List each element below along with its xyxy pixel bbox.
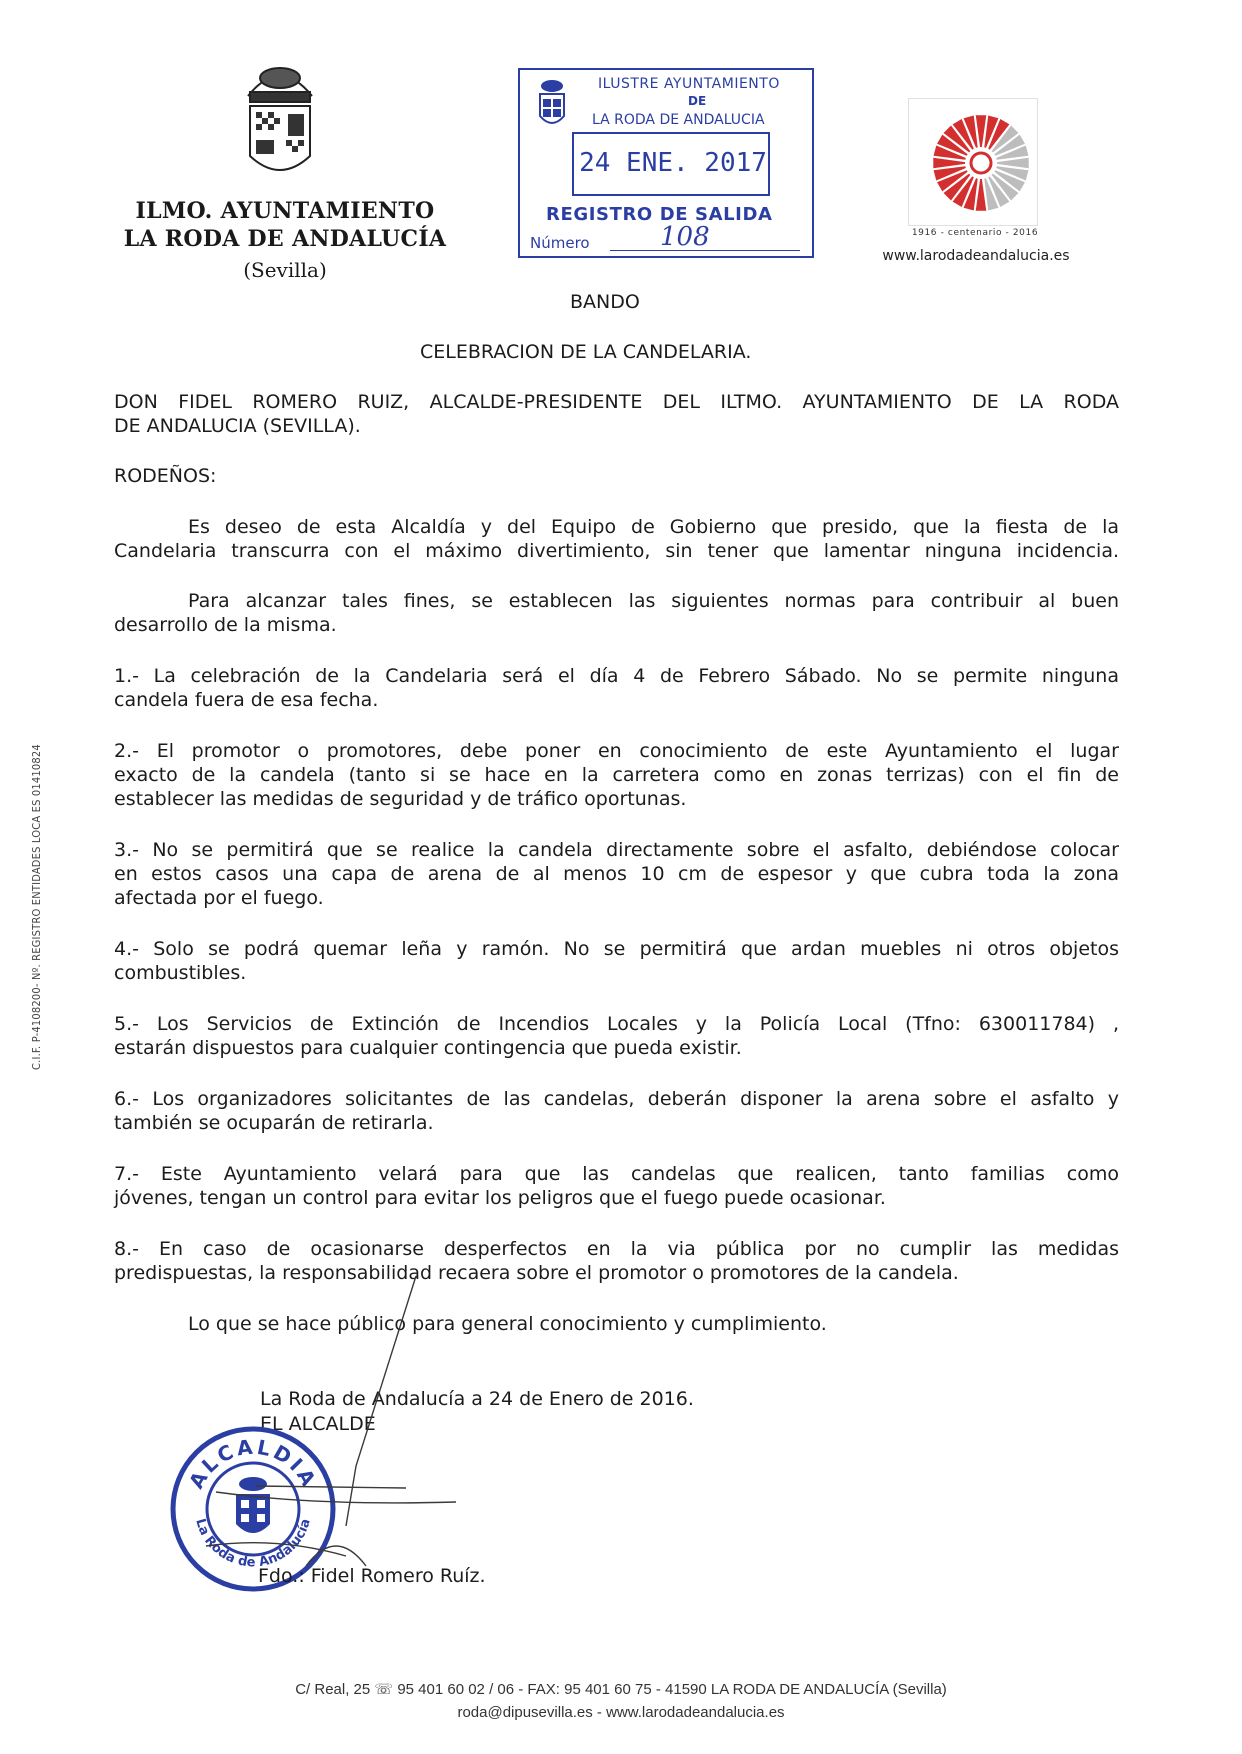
rule3-line2: en estos casos una capa de arena de al menos 10 cm de espesor y que cubra toda la zona	[114, 863, 1119, 885]
rule3-line1: 3.- No se permitirá que se realice la candela directamente sobre el asfalto, debiéndose colocar	[114, 839, 1119, 861]
rule2-line2: exacto de la candela (tanto si se hace en la carretera como en zonas terrizas) con el fin de	[114, 764, 1119, 786]
p1-line1: Es deseo de esta Alcaldía y del Equipo de Gobierno que presido, que la fiesta de la	[188, 516, 1119, 538]
rule8-line2: predispuestas, la responsabilidad recaera sobre el promotor o promotores de la candela.	[114, 1262, 959, 1284]
centenary-ray	[976, 115, 987, 147]
signer-name: Fdo.: Fidel Romero Ruíz.	[258, 1565, 486, 1587]
centenary-ray	[933, 158, 965, 169]
p2-line1: Para alcanzar tales fines, se establecen las siguientes normas para contribuir al buen	[188, 590, 1119, 612]
intro-line1: DON FIDEL ROMERO RUIZ, ALCALDE-PRESIDENTE DEL ILTMO. AYUNTAMIENTO DE LA RODA	[114, 391, 1119, 413]
rule6-line2: también se ocuparán de retirarla.	[114, 1112, 434, 1134]
rule4-line2: combustibles.	[114, 962, 247, 984]
seal-bottom-text: La Roda de Andalucía	[192, 1517, 314, 1571]
rule7-line2: jóvenes, tengan un control para evitar los peligros que el fuego puede ocasionar.	[114, 1187, 886, 1209]
org-name-line2: LA RODA DE ANDALUCÍA	[123, 226, 447, 252]
stamp-line1: ILUSTRE AYUNTAMIENTO	[598, 76, 780, 92]
municipal-crest-icon	[240, 56, 320, 186]
header-website: www.larodadeandalucia.es	[882, 248, 1070, 264]
p2-line2: desarrollo de la misma.	[114, 614, 337, 636]
rule5-line2: estarán dispuestos para cualquier contingencia que pueda existir.	[114, 1037, 742, 1059]
stamp-date-box	[572, 132, 770, 196]
org-province: (Sevilla)	[243, 258, 327, 282]
stamp-line2: DE	[688, 94, 707, 108]
place-date: La Roda de Andalucía a 24 de Enero de 2016.	[260, 1388, 694, 1410]
rule8-line1: 8.- En caso de ocasionarse desperfectos en la via pública por no cumplir las medidas	[114, 1238, 1119, 1260]
registry-stamp	[518, 68, 814, 258]
rule1-line1: 1.- La celebración de la Candelaria será el día 4 de Febrero Sábado. No se permite ninguna	[114, 665, 1119, 687]
seal-top-text: ALCALDIA	[183, 1434, 323, 1493]
centenary-text: 1916 - centenario - 2016	[911, 228, 1039, 238]
org-name-line1: ILMO. AYUNTAMIENTO	[135, 198, 435, 224]
document-subject: CELEBRACION DE LA CANDELARIA.	[420, 341, 752, 363]
signer-title: EL ALCALDE	[260, 1413, 376, 1435]
signature-scribble	[196, 1266, 466, 1606]
centenary-logo	[908, 98, 1038, 226]
stamp-number-value: 108	[660, 222, 710, 252]
centenary-ray	[976, 179, 987, 211]
rule7-line1: 7.- Este Ayuntamiento velará para que las candelas que realicen, tanto familias como	[114, 1163, 1119, 1185]
salutation: RODEÑOS:	[114, 465, 217, 487]
side-registration-text: C.I.F. P-4108200- Nº. REGISTRO ENTIDADES LOCA ES 01410824	[30, 744, 43, 1070]
stamp-number-line	[610, 250, 800, 251]
rule1-line2: candela fuera de esa fecha.	[114, 689, 379, 711]
rule6-line1: 6.- Los organizadores solicitantes de las candelas, deberán disponer la arena sobre el asfalto y	[114, 1088, 1119, 1110]
centenary-sun-icon	[909, 99, 1037, 225]
stamp-number-label: Número	[530, 234, 590, 252]
rule3-line3: afectada por el fuego.	[114, 887, 324, 909]
stamp-date: 24 ENE. 2017	[579, 148, 767, 178]
rule2-line1: 2.- El promotor o promotores, debe poner en conocimiento de este Ayuntamiento el lugar	[114, 740, 1119, 762]
footer-contact: roda@dipusevilla.es - www.larodadeandalucia.es	[457, 1704, 785, 1721]
intro-line2: DE ANDALUCIA (SEVILLA).	[114, 415, 361, 437]
rule5-line1: 5.- Los Servicios de Extinción de Incendios Locales y la Policía Local (Tfno: 630011784) ,	[114, 1013, 1119, 1035]
centenary-ray	[997, 158, 1029, 169]
closing-text: Lo que se hace público para general conocimiento y cumplimiento.	[188, 1313, 827, 1335]
rule4-line1: 4.- Solo se podrá quemar leña y ramón. No se permitirá que ardan muebles ni otros objetos	[114, 938, 1119, 960]
rule2-line3: establecer las medidas de seguridad y de tráfico oportunas.	[114, 788, 687, 810]
stamp-title: REGISTRO DE SALIDA	[546, 204, 773, 225]
document-type: BANDO	[570, 291, 640, 313]
stamp-line3: LA RODA DE ANDALUCIA	[592, 112, 765, 128]
p1-line2: Candelaria transcurra con el máximo divertimiento, sin tener que lamentar ninguna incidencia.	[114, 540, 1119, 562]
stamp-crest-icon	[536, 78, 568, 130]
footer-address: C/ Real, 25 ☏ 95 401 60 02 / 06 - FAX: 95 401 60 75 - 41590 LA RODA DE ANDALUCÍA (Sevilla)	[295, 1681, 947, 1698]
